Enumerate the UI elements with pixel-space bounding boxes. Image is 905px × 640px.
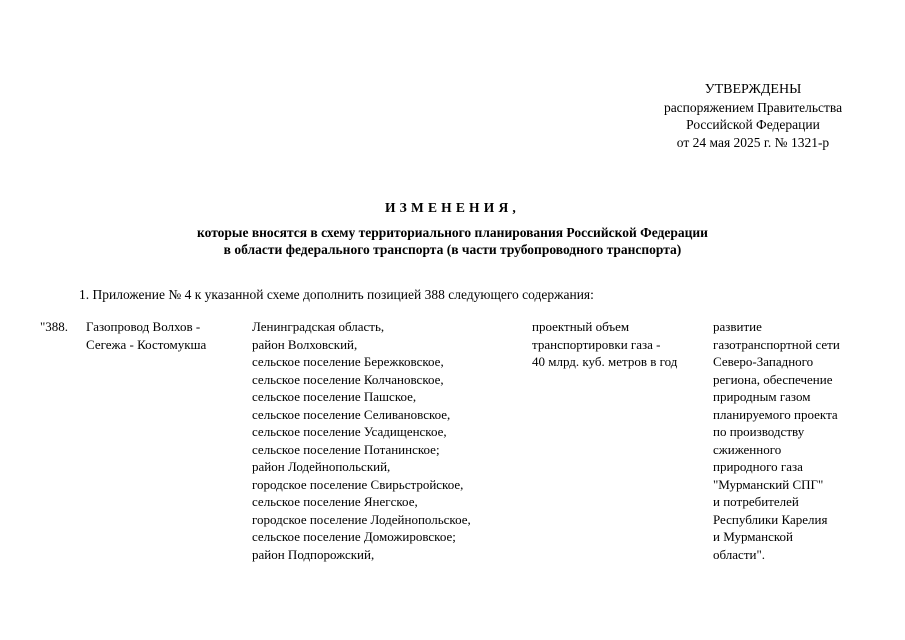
approval-stamp: УТВЕРЖДЕНЫ	[704, 82, 802, 97]
entry-number: "388.	[40, 319, 69, 334]
approval-line: от 24 мая 2025 г. № 1321-р	[676, 134, 830, 150]
approval-line: Российской Федерации	[686, 117, 820, 132]
approval-block	[626, 81, 880, 151]
entry-characteristics: проектный объем транспортировки газа - 40 млрд. куб. метров в год	[532, 319, 678, 369]
approval-line: распоряжением Правительства	[663, 99, 843, 115]
document-subtitle	[0, 224, 905, 258]
subtitle-line: в области федерального транспорта (в части трубопроводного транспорта)	[223, 242, 682, 257]
subtitle-line: которые вносятся в схему территориального планирования Российской Федерации	[197, 225, 708, 240]
amendment-paragraph: 1. Приложение № 4 к указанной схеме дополнить позицией 388 следующего содержания:	[79, 287, 594, 302]
entry-purpose: развитие газотранспортной сети Северо-Западного региона, обеспечение природным газом планируемого проекта по производству сжиженного природного газа "Мурманский СПГ" и потребителей Республики Карелия и Мурманской области".	[713, 319, 840, 562]
entry-name: Газопровод Волхов - Сегежа - Костомукша	[86, 319, 207, 352]
document-title: ИЗМЕНЕНИЯ,	[384, 200, 520, 215]
entry-location: Ленинградская область, район Волховский, сельское поселение Бережковское, сельское поселение Колчановское, сельское поселение Пашское, сельское поселение Селивановское, сельское поселение Усадищенское, сельское поселение Потанинское; район Лодейнопольский, городское поселение Свирьстройское, сельское поселение Янегское, городское поселение Лодейнопольское, сельское поселение Доможировское; район Подпорожский,	[252, 319, 471, 562]
